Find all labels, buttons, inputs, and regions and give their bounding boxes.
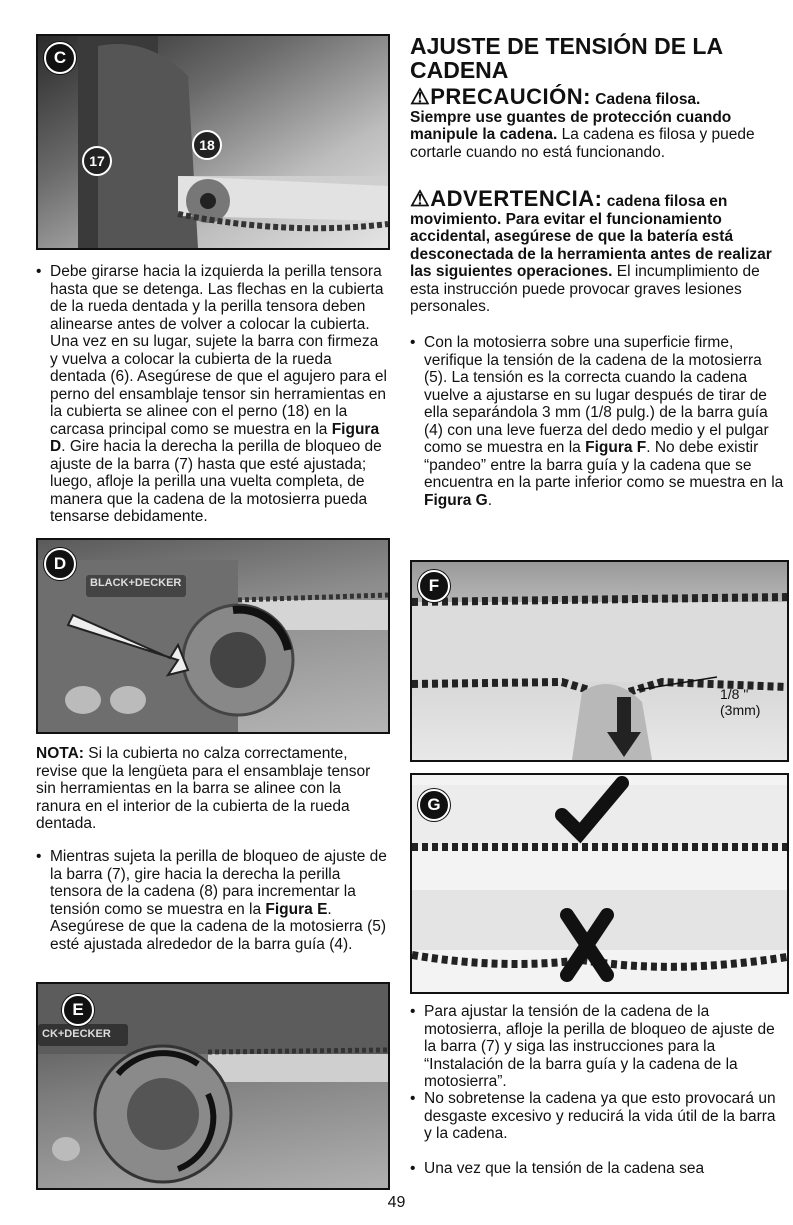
nota-label: NOTA: bbox=[36, 745, 84, 762]
figure-c-label: C bbox=[44, 42, 76, 74]
figure-e-ref: Figura E bbox=[265, 900, 328, 918]
figure-d-brand: BLACK+DECKER bbox=[90, 577, 182, 589]
right-bullet-1-end: . bbox=[487, 491, 493, 509]
precaucion-subtitle: Cadena filosa. bbox=[590, 91, 701, 108]
figure-f-label: F bbox=[418, 570, 450, 602]
figure-d-illustration bbox=[38, 540, 388, 732]
left-bullet-2-end: . Asegúrese de que la cadena de la motosierra (5) esté ajustada alrededor de la barra guía (4). bbox=[50, 900, 387, 953]
right-bullet-1 bbox=[410, 334, 785, 509]
figure-d-ref: Figura D bbox=[50, 420, 380, 455]
figure-e-label: E bbox=[62, 994, 94, 1026]
figure-f-measurement: 1/8 "(3mm) bbox=[720, 686, 761, 718]
left-bullet-1 bbox=[36, 263, 388, 526]
left-bullet-1-text: Debe girarse hacia la izquierda la perilla tensora hasta que se detenga. Las flechas en la cubierta de la rueda dentada y la perilla tensora deben alinearse antes de volver a colocar la cubierta. Una vez en su lugar, sujete la barra con firmeza y vuelva a colocar la cubierta de la rueda dentada (6). Asegúrese de que el agujero para el perno del ensamblaje tensor sin herramientas en la cubierta se alinee con el perno (18) en la carcasa principal como se muestra en la bbox=[50, 263, 387, 438]
figure-g-ref: Figura G bbox=[424, 491, 488, 509]
bullet-marker: • bbox=[410, 1003, 416, 1020]
figure-d-label: D bbox=[44, 548, 76, 580]
bullet-marker: • bbox=[36, 848, 42, 865]
right-bullet-3-text: No sobretense la cadena ya que esto provocará un desgaste excesivo y reducirá la vida útil de la barra y la cadena. bbox=[424, 1090, 776, 1142]
warning-triangle-icon: ⚠ bbox=[410, 186, 431, 211]
page-number: 49 bbox=[387, 1194, 406, 1211]
advertencia-title: ADVERTENCIA: bbox=[430, 186, 603, 211]
nota-paragraph bbox=[36, 745, 388, 833]
callout-17: 17 bbox=[82, 146, 112, 176]
right-bullet-3 bbox=[410, 1090, 785, 1143]
callout-18: 18 bbox=[192, 130, 222, 160]
advertencia-block bbox=[410, 186, 785, 316]
left-bullet-2 bbox=[36, 848, 388, 953]
right-bullet-1-mid: . No debe existir “pandeo” entre la barra guía y la cadena que se encuentra en la parte inferior como se muestra en la bbox=[424, 439, 784, 491]
advertencia-text: El incumplimiento de esta instrucción puede provocar graves lesiones personales. bbox=[410, 263, 760, 315]
precaucion-bold: Siempre use guantes de protección cuando manipule la cadena. bbox=[410, 108, 732, 143]
right-bullet-1-text: Con la motosierra sobre una superficie firme, verifique la tensión de la cadena de la motosierra (5). La tensión es la correcta cuando la cadena vuelve a ajustarse en su lugar después de tirar de ella separándola 3 mm (1/8 pulg.) de la barra guía (4) con una leve fuerza del dedo medio y el pulgar como se muestra en la bbox=[424, 334, 769, 456]
figure-e-brand: CK+DECKER bbox=[42, 1028, 111, 1040]
left-bullet-1-end: . Gire hacia la derecha la perilla de bloqueo de ajuste de la barra (7) hasta que esté ajustada; luego, afloje la perilla una vuelta completa, de manera que la cadena de la motosierra pueda tensarse debidamente. bbox=[50, 438, 382, 525]
warning-triangle-icon: ⚠ bbox=[410, 84, 431, 109]
right-bullet-2-text: Para ajustar la tensión de la cadena de la motosierra, afloje la perilla de bloqueo de ajuste de la barra (7) y siga las instrucciones para la “Instalación de la barra guía y la cadena de la motosierra”. bbox=[424, 1003, 775, 1090]
bullet-marker: • bbox=[410, 1090, 416, 1107]
right-bullet-4 bbox=[410, 1160, 785, 1178]
bullet-marker: • bbox=[410, 1160, 416, 1177]
figure-f-ref: Figura F bbox=[585, 439, 647, 456]
precaucion-text: La cadena es filosa y puede cortarle cuando no está funcionando. bbox=[410, 126, 755, 161]
right-bullet-2 bbox=[410, 1003, 785, 1091]
left-bullet-2-text: Mientras sujeta la perilla de bloqueo de ajuste de la barra (7), gire hacia la derecha la perilla tensora de la cadena (8) para incrementar la tensión como se muestra en la bbox=[50, 848, 387, 918]
figure-e bbox=[36, 982, 390, 1190]
right-bullet-4-text: Una vez que la tensión de la cadena sea bbox=[424, 1160, 705, 1177]
section-heading: AJUSTE DE TENSIÓN DE LA CADENA bbox=[410, 33, 723, 83]
advertencia-bold: cadena filosa en movimiento. Para evitar el funcionamiento accidental, asegúrese de que la batería está desconectada de la herramienta antes de realizar las siguientes operaciones. bbox=[410, 193, 772, 280]
figure-g-illustration bbox=[412, 775, 787, 992]
nota-text: Si la cubierta no calza correctamente, revise que la lengüeta para el ensamblaje tensor sin herramientas en la barra se alinee con la ranura en el interior de la cubierta de la rueda dentada. bbox=[36, 745, 371, 832]
figure-f-illustration bbox=[412, 562, 787, 760]
bullet-marker: • bbox=[410, 334, 416, 351]
figure-c bbox=[36, 34, 390, 250]
precaucion-title: PRECAUCIÓN: bbox=[430, 84, 591, 109]
figure-d bbox=[36, 538, 390, 734]
figure-g bbox=[410, 773, 789, 994]
figure-g-label: G bbox=[418, 789, 450, 821]
bullet-marker: • bbox=[36, 263, 42, 280]
precaucion-block bbox=[410, 84, 785, 161]
figure-f bbox=[410, 560, 789, 762]
